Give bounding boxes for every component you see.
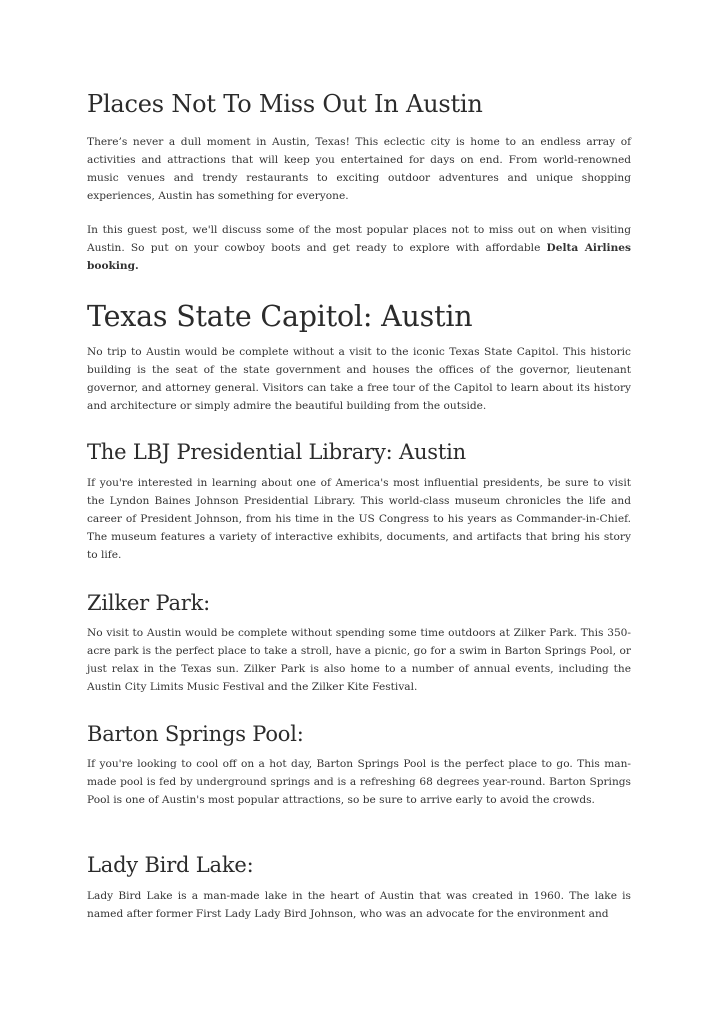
section-heading-texas-state-capitol: Texas State Capitol: Austin bbox=[87, 300, 473, 333]
intro-paragraph: There’s never a dull moment in Austin, Texas! This eclectic city is home to an endless array of activities and attractions that will keep you entertained for days on end. From world-renowned music venues and trendy restaurants to exciting outdoor adventures and unique shopping experiences, Austin has something for everyone. bbox=[87, 136, 631, 202]
section-body-texas-state-capitol: No trip to Austin would be complete without a visit to the iconic Texas State Capitol. This historic building is the seat of the state government and houses the offices of the governor, lieutenant governor, and attorney general. Visitors can take a free tour of the Capitol to learn about its history and architecture or simply admire the beautiful building from the outside. bbox=[87, 346, 631, 412]
guest-post-text: In this guest post, we'll discuss some of the most popular places not to miss out on when visiting Austin. So put on your cowboy boots and get ready to explore with affordable bbox=[87, 224, 631, 254]
section-heading-lbj-library: The LBJ Presidential Library: Austin bbox=[87, 440, 466, 464]
section-heading-lady-bird-lake: Lady Bird Lake: bbox=[87, 853, 254, 877]
delta-airlines-booking-link[interactable]: Delta Airlines booking. bbox=[87, 242, 631, 272]
section-heading-barton-springs-pool: Barton Springs Pool: bbox=[87, 722, 304, 746]
guest-post-paragraph bbox=[87, 221, 631, 275]
section-body-barton-springs-pool: If you're looking to cool off on a hot day, Barton Springs Pool is the perfect place to go. This man-made pool is fed by underground springs and is a refreshing 68 degrees year-round. Barton Springs Pool is one of Austin's most popular attractions, so be sure to arrive early to avoid the crowds. bbox=[87, 758, 631, 806]
page-title: Places Not To Miss Out In Austin bbox=[87, 90, 483, 118]
section-body-lbj-library: If you're interested in learning about one of America's most influential presidents, be sure to visit the Lyndon Baines Johnson Presidential Library. This world-class museum chronicles the life and career of President Johnson, from his time in the US Congress to his years as Commander-in-Chief. The museum features a variety of interactive exhibits, documents, and artifacts that bring his story to life. bbox=[87, 477, 631, 561]
section-body-zilker-park: No visit to Austin would be complete without spending some time outdoors at Zilker Park. This 350-acre park is the perfect place to take a stroll, have a picnic, go for a swim in Barton Springs Pool, or just relax in the Texas sun. Zilker Park is also home to a number of annual events, including the Austin City Limits Music Festival and the Zilker Kite Festival. bbox=[87, 627, 631, 693]
section-body-lady-bird-lake: Lady Bird Lake is a man-made lake in the heart of Austin that was created in 1960. The lake is named after former First Lady Lady Bird Johnson, who was an advocate for the environment and bbox=[87, 890, 631, 920]
section-heading-zilker-park: Zilker Park: bbox=[87, 591, 211, 615]
